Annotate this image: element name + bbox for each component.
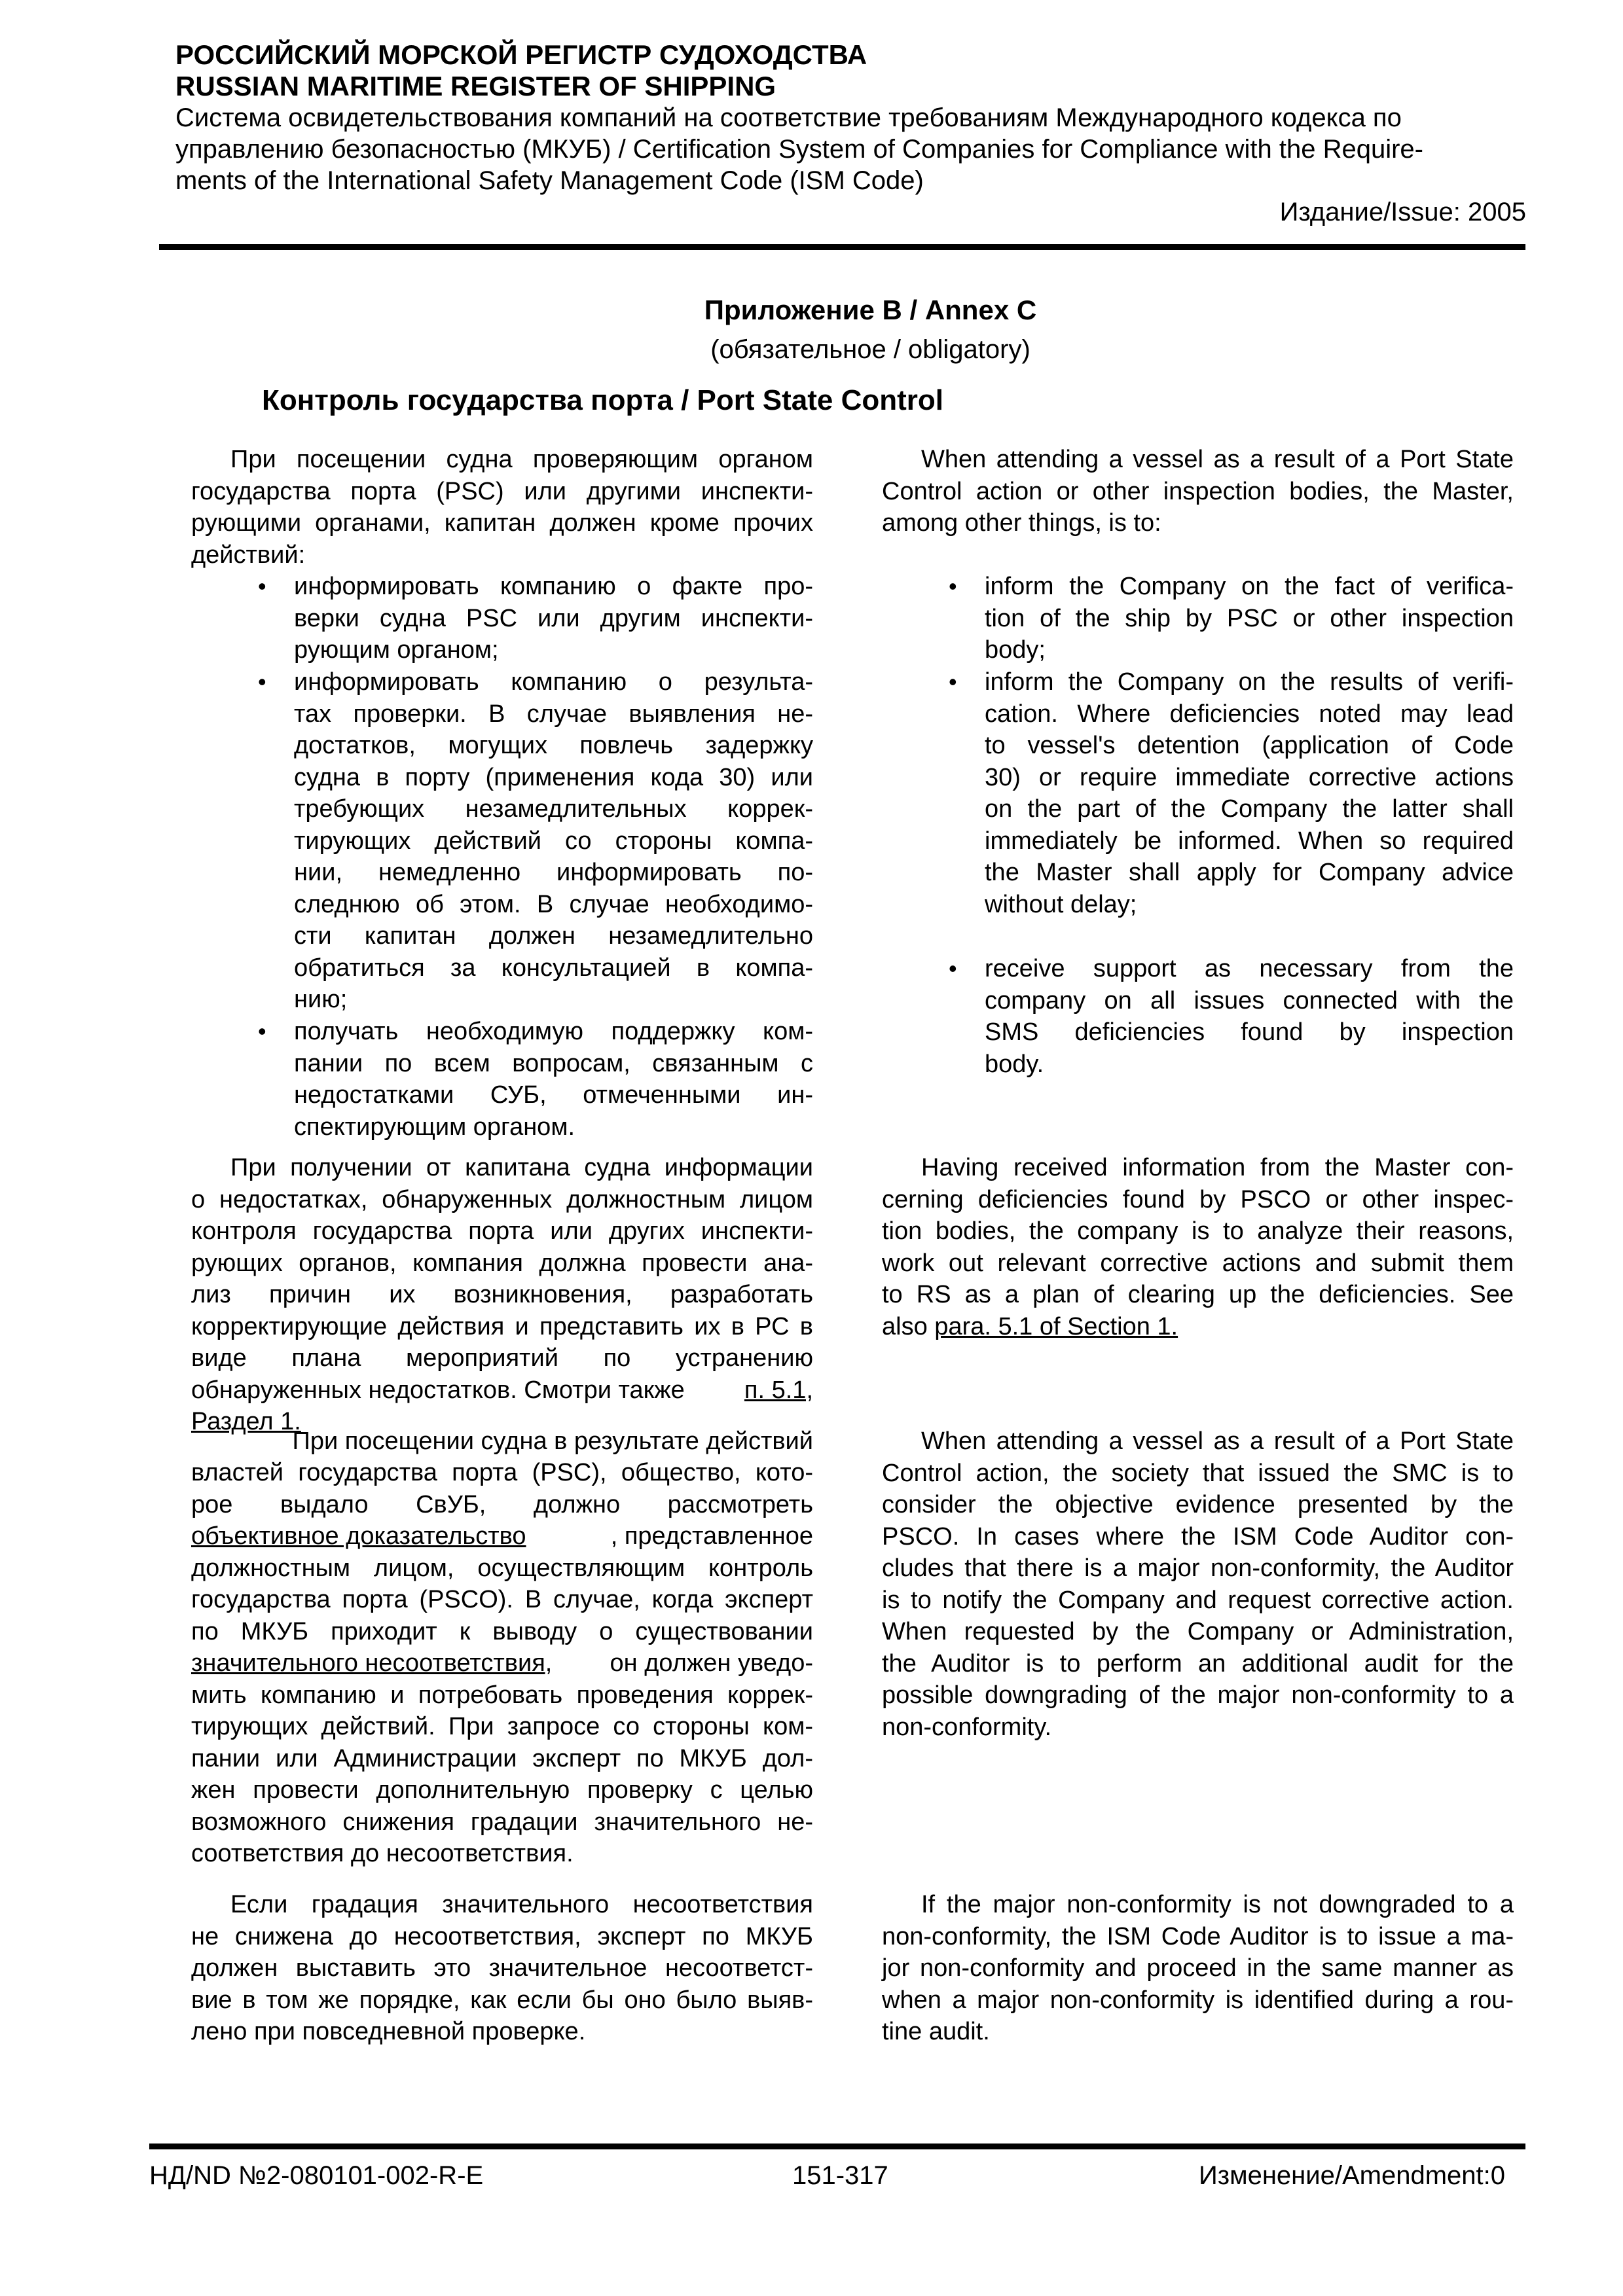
text-line: consider the objective evidence presented by the xyxy=(882,1491,1514,1518)
text-line: when a major non-conformity is identified during a rou- xyxy=(882,1986,1514,2014)
text-line: рующим органом; xyxy=(294,636,499,664)
bullet-icon: • xyxy=(258,1018,266,1045)
bullet-icon: • xyxy=(949,573,957,600)
text-line: При посещении судна проверяющим органом xyxy=(230,446,813,473)
text-line: информировать компанию о факте про- xyxy=(294,573,813,600)
footer-divider xyxy=(149,2144,1525,2149)
text-line: Если градация значительного несоответствия xyxy=(230,1891,813,1918)
text-line: Having received information from the Master con- xyxy=(921,1154,1514,1181)
section-title: Контроль государства порта / Port State Control xyxy=(262,384,943,416)
text-fragment: обнаруженных недостатков. Смотри также xyxy=(191,1376,685,1404)
annex-subtitle: (обязательное / obligatory) xyxy=(710,335,1030,364)
text-line: body; xyxy=(985,636,1046,664)
section-link[interactable]: п. 5.1, xyxy=(744,1376,813,1404)
text-fragment: also xyxy=(882,1312,935,1340)
text-line: tion of the ship by PSC or other inspection xyxy=(985,604,1514,632)
text-line: cerning deficiencies found by PSCO or other inspec- xyxy=(882,1185,1514,1213)
text-line: SMS deficiencies found by inspection xyxy=(985,1018,1514,1046)
text-line: пании или Администрации эксперт по МКУБ дол- xyxy=(191,1744,813,1772)
text-line: рое выдало СвУБ, должно рассмотреть xyxy=(191,1490,813,1518)
text-line: тах проверки. В случае выявления не- xyxy=(294,700,813,728)
text-line: мить компанию и потребовать проведения коррек- xyxy=(191,1681,813,1709)
ru-paragraph-3 xyxy=(191,1427,813,1870)
text-line xyxy=(882,1311,1514,1343)
issue-label: Издание/Issue: 2005 xyxy=(1279,198,1526,226)
text-line: is to notify the Company and request corrective action. xyxy=(882,1586,1514,1614)
text-line: действий: xyxy=(191,541,306,569)
text-line xyxy=(191,1374,813,1407)
text-line: следнюю об этом. В случае необходимо- xyxy=(294,890,813,918)
text-line: должностным лицом, осуществляющим контроль xyxy=(191,1554,813,1582)
organization-name-en: RUSSIAN MARITIME REGISTER OF SHIPPING xyxy=(175,71,776,101)
system-title-line: Система освидетельствования компаний на соответствие требованиям Международного кодекса по xyxy=(175,103,1402,132)
text-line: тирующих действий. При запросе со стороны ком- xyxy=(191,1713,813,1740)
text-line: receive support as necessary from the xyxy=(985,955,1514,982)
text-line: пании по всем вопросам, связанным с xyxy=(294,1049,813,1077)
text-line: body. xyxy=(985,1050,1044,1078)
ru-intro-paragraph xyxy=(191,444,813,571)
text-line: нию; xyxy=(294,986,348,1013)
bullet-icon: • xyxy=(258,573,266,600)
text-line: лиз причин их возникновения, разработать xyxy=(191,1281,813,1308)
text-line: possible downgrading of the major non-conformity to a xyxy=(882,1681,1514,1709)
text-line: сти капитан должен незамедлительно xyxy=(294,922,813,950)
en-paragraph-2 xyxy=(882,1152,1514,1342)
text-line: не снижена до несоответствия, эксперт по МКУБ xyxy=(191,1922,813,1950)
text-line: cation. Where deficiencies noted may lead xyxy=(985,700,1514,728)
page-number: 151-317 xyxy=(792,2161,888,2190)
en-paragraph-3 xyxy=(882,1426,1514,1743)
text-line: 30) or require immediate corrective actions xyxy=(985,763,1514,791)
amendment-label: Изменение/Amendment:0 xyxy=(1199,2161,1505,2190)
text-line: Control action or other inspection bodies, the Master, xyxy=(882,477,1514,505)
en-bullet-item xyxy=(949,571,1514,666)
text-line: jor non-conformity and proceed in the same manner as xyxy=(882,1954,1514,1982)
text-line: When attending a vessel as a result of a Port State xyxy=(921,446,1514,473)
text-line: возможного снижения градации значительного не- xyxy=(191,1808,813,1836)
text-line: non-conformity. xyxy=(882,1713,1052,1741)
text-line: жен провести дополнительную проверку с целью xyxy=(191,1776,813,1804)
text-line: When requested by the Company or Administration, xyxy=(882,1618,1514,1645)
bullet-icon: • xyxy=(949,955,957,982)
text-line: вие в том же порядке, как если бы оно было выяв- xyxy=(191,1986,813,2014)
system-title-line: управлению безопасностью (МКУБ) / Certification System of Companies for Compliance with the Require- xyxy=(175,135,1423,164)
text-line: виде плана мероприятий по устранению xyxy=(191,1344,813,1372)
text-line: рующих органов, компания должна провести ана- xyxy=(191,1249,813,1277)
text-line: the Auditor is to perform an additional audit for the xyxy=(882,1649,1514,1677)
organization-name-ru: РОССИЙСКИЙ МОРСКОЙ РЕГИСТР СУДОХОДСТВА xyxy=(175,39,867,70)
text-line: inform the Company on the fact of verifica- xyxy=(985,573,1514,600)
ru-paragraph-4 xyxy=(191,1889,813,2048)
text-line: non-conformity, the ISM Code Auditor is to issue a ma- xyxy=(882,1922,1514,1950)
text-line: рующими органами, капитан должен кроме прочих xyxy=(191,509,813,537)
text-line: о недостатках, обнаруженных должностным лицом xyxy=(191,1185,813,1213)
text-line: требующих незамедлительных коррек- xyxy=(294,795,813,823)
header-divider xyxy=(159,244,1525,250)
text-line: контроля государства порта или других инспекти- xyxy=(191,1217,813,1245)
ru-paragraph-2 xyxy=(191,1152,813,1438)
document-number: НД/ND №2-080101-002-R-E xyxy=(149,2161,484,2190)
text-line xyxy=(191,1520,813,1552)
text-line: PSCO. In cases where the ISM Code Auditor con- xyxy=(882,1522,1514,1551)
ru-bullet-item xyxy=(258,666,813,1016)
text-line: tine audit. xyxy=(882,2018,990,2045)
text-fragment: он должен уведо- xyxy=(610,1649,813,1677)
text-line: without delay; xyxy=(985,890,1137,918)
text-line: информировать компанию о результа- xyxy=(294,668,813,696)
text-line: the Master shall apply for Company advice xyxy=(985,859,1514,886)
ru-bullet-item xyxy=(258,1016,813,1143)
text-line: получать необходимую поддержку ком- xyxy=(294,1018,813,1045)
text-line: If the major non-conformity is not downgraded to a xyxy=(921,1891,1514,1918)
annex-title: Приложение В / Annex C xyxy=(704,295,1037,325)
glossary-link[interactable]: значительного несоответствия, xyxy=(191,1649,553,1677)
text-line: При получении от капитана судна информации xyxy=(230,1154,813,1181)
text-line: верки судна PSC или другим инспекти- xyxy=(294,604,813,632)
section-link[interactable]: Раздел 1. xyxy=(191,1408,301,1435)
text-line: нии, немедленно информировать по- xyxy=(294,859,813,886)
text-line: among other things, is to: xyxy=(882,509,1161,537)
system-title-line: ments of the International Safety Management Code (ISM Code) xyxy=(175,166,924,195)
section-link[interactable]: para. 5.1 of Section 1. xyxy=(934,1312,1178,1340)
text-fragment: , представленное xyxy=(610,1522,813,1550)
text-line xyxy=(191,1647,813,1679)
text-line: tion bodies, the company is to analyze their reasons, xyxy=(882,1217,1514,1245)
text-line: company on all issues connected with the xyxy=(985,986,1514,1014)
en-paragraph-4 xyxy=(882,1889,1514,2048)
text-line: to vessel's detention (application of Code xyxy=(985,732,1514,759)
text-line: тирующих действий со стороны компа- xyxy=(294,827,813,855)
text-line: должен выставить это значительное несоответст- xyxy=(191,1954,813,1982)
glossary-link[interactable]: объективное доказательство xyxy=(191,1522,526,1550)
text-line: властей государства порта (PSC), общество, кото- xyxy=(191,1459,813,1486)
text-line: to RS as a plan of clearing up the deficiencies. See xyxy=(882,1281,1514,1308)
system-title xyxy=(175,102,1518,196)
text-line: cludes that there is a major non-conformity, the Auditor xyxy=(882,1554,1514,1582)
text-line: inform the Company on the results of verifi- xyxy=(985,668,1514,696)
text-line: государства порта (PSC) или другими инспекти- xyxy=(191,477,813,505)
text-line: Control action, the society that issued the SMC is to xyxy=(882,1459,1514,1487)
text-line: по МКУБ приходит к выводу о существовании xyxy=(191,1617,813,1645)
en-bullet-item xyxy=(949,953,1514,1080)
text-line: недостатками СУБ, отмеченными ин- xyxy=(294,1081,813,1109)
text-line: When attending a vessel as a result of a Port State xyxy=(921,1427,1514,1455)
text-line: обратиться за консультацией в компа- xyxy=(294,954,813,982)
text-line: корректирующие действия и представить их в РС в xyxy=(191,1312,813,1340)
text-line: спектирующим органом. xyxy=(294,1113,575,1141)
text-line: судна в порту (применения кода 30) или xyxy=(294,763,813,791)
en-intro-paragraph xyxy=(882,444,1514,539)
en-bullet-item xyxy=(949,666,1514,920)
bullet-icon: • xyxy=(258,668,266,695)
ru-bullet-item xyxy=(258,571,813,666)
text-line: immediately be informed. When so required xyxy=(985,827,1514,855)
bullet-icon: • xyxy=(949,668,957,695)
text-line: on the part of the Company the latter shall xyxy=(985,795,1514,823)
text-line: лено при повседневной проверке. xyxy=(191,2018,586,2045)
text-line: достатков, могущих повлечь задержку xyxy=(294,732,813,759)
text-line: соответствия до несоответствия. xyxy=(191,1840,574,1867)
text-line: государства порта (PSCO). В случае, когда эксперт xyxy=(191,1586,813,1613)
text-line: work out relevant corrective actions and submit them xyxy=(882,1249,1514,1277)
text-line: При посещении судна в результате действий xyxy=(292,1427,813,1455)
